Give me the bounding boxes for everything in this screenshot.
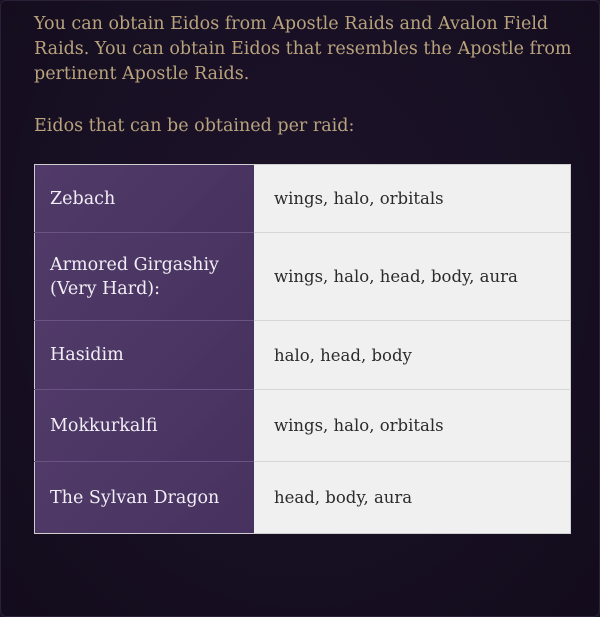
eidos-parts-cell: wings, halo, orbitals bbox=[254, 390, 571, 462]
eidos-parts-cell: wings, halo, head, body, aura bbox=[254, 233, 571, 321]
raid-name-cell: Mokkurkalfi bbox=[35, 390, 255, 462]
eidos-parts-cell: head, body, aura bbox=[254, 462, 571, 534]
raid-name-cell: Armored Girgashiy (Very Hard): bbox=[35, 233, 255, 321]
table-row bbox=[35, 165, 571, 233]
table-row bbox=[35, 233, 571, 321]
raid-name-cell: The Sylvan Dragon bbox=[35, 462, 255, 534]
table-row bbox=[35, 321, 571, 390]
table-row bbox=[35, 462, 571, 534]
intro-paragraph: You can obtain Eidos from Apostle Raids and Avalon Field Raids. You can obtain Eidos that resembles the Apostle from pertinent Apostle Raids. bbox=[34, 14, 572, 84]
subheading: Eidos that can be obtained per raid: bbox=[34, 116, 355, 136]
table-row bbox=[35, 390, 571, 462]
raid-name-cell: Hasidim bbox=[35, 321, 255, 390]
eidos-table bbox=[34, 164, 571, 534]
raid-name-cell: Zebach bbox=[35, 165, 255, 233]
eidos-parts-cell: wings, halo, orbitals bbox=[254, 165, 571, 233]
eidos-parts-cell: halo, head, body bbox=[254, 321, 571, 390]
